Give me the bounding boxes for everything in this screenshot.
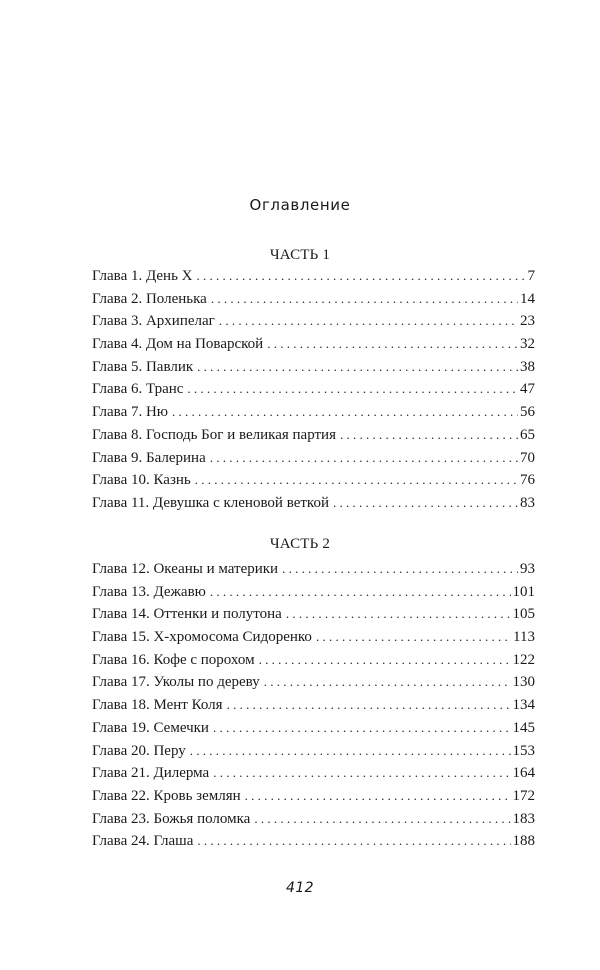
chapter-page-number: 32 <box>520 336 535 353</box>
chapter-title: Глава 21. Дилерма <box>92 765 210 782</box>
chapter-title: Глава 16. Кофе с порохом <box>92 651 255 668</box>
chapter-page-number: 122 <box>512 651 535 668</box>
toc-entry <box>92 785 535 808</box>
chapter-page-number: 23 <box>520 313 535 330</box>
toc-entry <box>92 671 535 694</box>
toc-entry <box>92 830 535 853</box>
dot-leader <box>316 626 511 649</box>
dot-leader <box>245 785 511 808</box>
toc-entry <box>92 492 535 515</box>
dot-leader <box>282 558 518 581</box>
toc-entry <box>92 740 535 763</box>
toc-entry <box>92 469 535 492</box>
chapter-title: Глава 5. Павлик <box>92 358 194 375</box>
chapter-title: Глава 13. Дежавю <box>92 583 206 600</box>
toc-entry <box>92 626 535 649</box>
chapter-title: Глава 2. Поленька <box>92 290 207 307</box>
chapter-title: Глава 15. Х-хромосома Сидоренко <box>92 629 312 646</box>
chapter-page-number: 164 <box>512 765 535 782</box>
chapter-page-number: 134 <box>512 697 535 714</box>
toc-entry <box>92 717 535 740</box>
chapter-page-number: 70 <box>520 449 535 466</box>
toc-entry <box>92 333 535 356</box>
dot-leader <box>210 581 511 604</box>
toc-entry <box>92 558 535 581</box>
chapter-title: Глава 11. Девушка с кленовой веткой <box>92 494 329 511</box>
chapter-page-number: 56 <box>520 404 535 421</box>
part-2-heading: ЧАСТЬ 2 <box>269 536 331 552</box>
part-2-chapter-list <box>92 558 535 853</box>
dot-leader <box>267 333 518 356</box>
dot-leader <box>254 808 510 831</box>
chapter-title: Глава 20. Перу <box>92 742 186 759</box>
chapter-page-number: 113 <box>513 629 535 646</box>
chapter-title: Глава 1. День Х <box>92 268 193 284</box>
chapter-title: Глава 9. Балерина <box>92 449 206 466</box>
chapter-page-number: 145 <box>512 719 535 736</box>
chapter-page-number: 105 <box>512 606 535 623</box>
toc-entry <box>92 649 535 672</box>
chapter-title: Глава 18. Мент Коля <box>92 697 223 714</box>
toc-entry <box>92 265 535 288</box>
chapter-page-number: 172 <box>512 787 535 804</box>
toc-entry <box>92 581 535 604</box>
chapter-page-number: 7 <box>527 268 535 284</box>
chapter-title: Глава 24. Глаша <box>92 833 194 850</box>
chapter-page-number: 76 <box>520 472 535 489</box>
chapter-title: Глава 4. Дом на Поварской <box>92 336 264 353</box>
chapter-page-number: 183 <box>512 810 535 827</box>
chapter-title: Глава 14. Оттенки и полутона <box>92 606 282 623</box>
toc-entry <box>92 694 535 717</box>
chapter-page-number: 14 <box>520 290 535 307</box>
chapter-title: Глава 12. Океаны и материки <box>92 561 279 577</box>
page-number: 412 <box>286 880 314 896</box>
dot-leader <box>213 762 510 785</box>
dot-leader <box>286 603 511 626</box>
chapter-title: Глава 3. Архипелаг <box>92 313 215 330</box>
chapter-page-number: 65 <box>520 426 535 443</box>
chapter-page-number: 153 <box>512 742 535 759</box>
chapter-title: Глава 17. Уколы по дереву <box>92 674 260 691</box>
dot-leader <box>197 265 526 288</box>
dot-leader <box>259 649 511 672</box>
chapter-page-number: 188 <box>512 833 535 850</box>
chapter-page-number: 93 <box>520 561 535 577</box>
page-title: Оглавление <box>249 196 351 214</box>
toc-entry <box>92 808 535 831</box>
chapter-page-number: 130 <box>512 674 535 691</box>
chapter-page-number: 101 <box>512 583 535 600</box>
chapter-title: Глава 22. Кровь землян <box>92 787 241 804</box>
dot-leader <box>197 356 518 379</box>
dot-leader <box>333 492 518 515</box>
dot-leader <box>187 378 518 401</box>
toc-entry <box>92 356 535 379</box>
chapter-page-number: 38 <box>520 358 535 375</box>
dot-leader <box>190 740 511 763</box>
part-1-chapter-list <box>92 265 535 515</box>
dot-leader <box>219 310 518 333</box>
chapter-page-number: 47 <box>520 381 535 398</box>
chapter-title: Глава 8. Господь Бог и великая партия <box>92 426 336 443</box>
dot-leader <box>211 288 518 311</box>
dot-leader <box>195 469 518 492</box>
chapter-page-number: 83 <box>520 494 535 511</box>
toc-entry <box>92 401 535 424</box>
dot-leader <box>213 717 511 740</box>
toc-entry <box>92 378 535 401</box>
chapter-title: Глава 10. Казнь <box>92 472 191 489</box>
chapter-title: Глава 23. Божья поломка <box>92 810 251 827</box>
toc-entry <box>92 424 535 447</box>
dot-leader <box>197 830 510 853</box>
chapter-title: Глава 7. Ню <box>92 404 169 421</box>
dot-leader <box>172 401 518 424</box>
dot-leader <box>340 424 518 447</box>
toc-entry <box>92 447 535 470</box>
toc-entry <box>92 762 535 785</box>
dot-leader <box>227 694 511 717</box>
chapter-title: Глава 6. Транс <box>92 381 184 398</box>
dot-leader <box>264 671 511 694</box>
chapter-title: Глава 19. Семечки <box>92 719 209 736</box>
toc-entry <box>92 603 535 626</box>
dot-leader <box>210 447 518 470</box>
part-1-heading: ЧАСТЬ 1 <box>269 247 331 263</box>
toc-entry <box>92 310 535 333</box>
toc-entry <box>92 288 535 311</box>
